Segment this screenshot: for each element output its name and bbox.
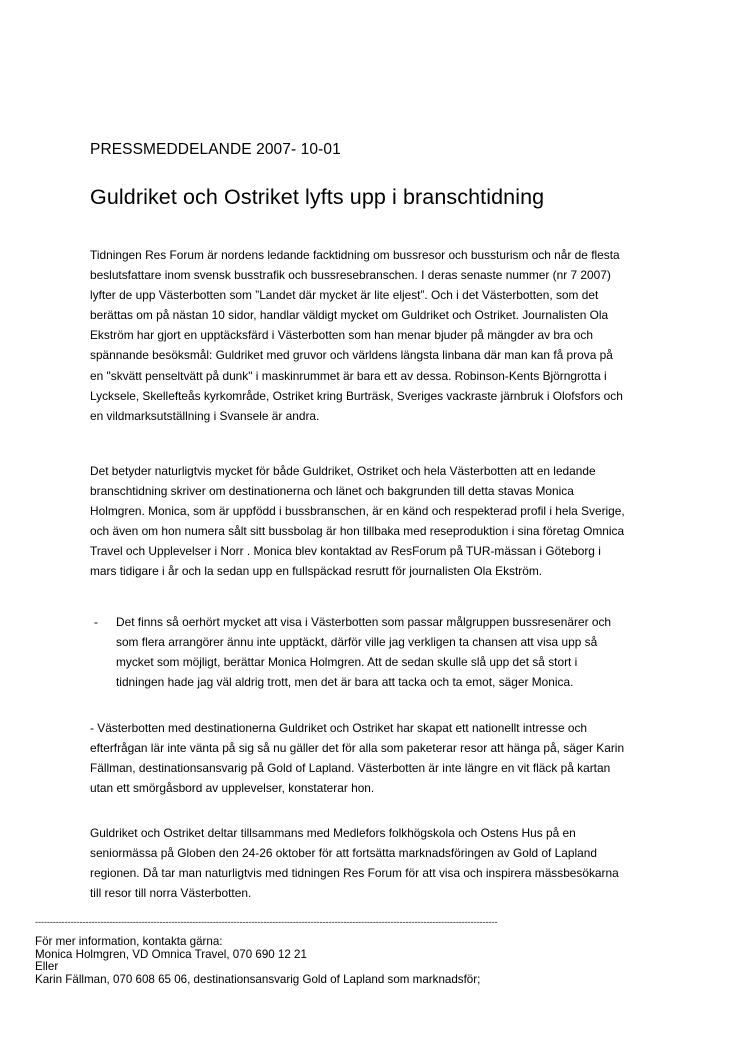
paragraph-line: lyfter de upp Västerbotten som ”Landet där mycket är lite eljest”. Och i det Västerbotten, som det bbox=[90, 288, 599, 303]
quote-dash: - bbox=[94, 615, 98, 629]
paragraph-quote-karin bbox=[90, 718, 624, 798]
paragraph-line: Lycksele, Skellefteås kyrkområde, Ostriket kring Burträsk, Sveriges vackraste järnbruk i Olofsfors och bbox=[90, 388, 623, 403]
paragraph-closing bbox=[90, 823, 619, 903]
paragraph-line: - Västerbotten med destinationerna Guldriket och Ostriket har skapat ett nationellt intresse och bbox=[90, 721, 588, 735]
paragraph-line: utan ett smörgåsbord av upplevelser, konstaterar hon. bbox=[90, 781, 375, 796]
paragraph-line: spännande besöksmål: Guldriket med gruvor och världens längsta linbana där man kan få prova på bbox=[90, 348, 613, 363]
paragraph-quote bbox=[116, 612, 650, 692]
paragraph-intro bbox=[90, 245, 623, 426]
paragraph-line: branschtidning skriver om destinationerna och länet och bakgrunden till detta stavas Monica bbox=[90, 484, 574, 499]
paragraph-line: mycket som möjligt, berättar Monica Holmgren. Att de sedan skulle slå upp det så stort i bbox=[116, 655, 578, 670]
paragraph-line: regionen. Då tar man naturligtvis med tidningen Res Forum för att visa och inspirera mässbesökarna bbox=[90, 866, 619, 881]
paragraph-line: en vildmarksutställning i Svansele är andra. bbox=[90, 408, 320, 423]
paragraph-line: till resor till norra Västerbotten. bbox=[90, 886, 252, 901]
contact-info bbox=[35, 936, 480, 986]
headline: Guldriket och Ostriket lyfts upp i branschtidning bbox=[90, 185, 545, 209]
paragraph-line: Travel och Upplevelser i Norr . Monica blev kontaktad av ResForum på TUR-mässan i Göteborg i bbox=[90, 544, 601, 559]
paragraph-line: Det betyder naturligtvis mycket för både Guldriket, Ostriket och hela Västerbotten att en ledande bbox=[90, 464, 596, 478]
paragraph-line: Holmgren. Monica, som är uppfödd i bussbranschen, är en känd och respekterad profil i hela Sverige, bbox=[90, 504, 625, 519]
paragraph-line: seniormässa på Globen den 24-26 oktober för att fortsätta marknadsföringen av Gold of Lapland bbox=[90, 846, 597, 861]
paragraph-line: mars tidigare i år och la sedan upp en fullspäckad resrutt för journalisten Ola Ekström. bbox=[90, 564, 543, 579]
paragraph-line: berättas om på nästan 10 sidor, handlar väldigt mycket om Guldriket och Ostriket. Journalisten Ola bbox=[90, 308, 609, 323]
dashed-separator: ------------------------------------------------------------------------------------------------------------------------------------------------------------ bbox=[35, 917, 498, 928]
contact-line: Monica Holmgren, VD Omnica Travel, 070 690 12 21 bbox=[35, 947, 307, 961]
paragraph-line: Det finns så oerhört mycket att visa i Västerbotten som passar målgruppen bussresenärer och bbox=[116, 615, 612, 629]
paragraph-line: och även om hon numera sålt sitt bussbolag är hon tillbaka med reseproduktion i sina företag Omnica bbox=[90, 524, 625, 539]
contact-line: Karin Fällman, 070 608 65 06, destinationsansvarig Gold of Lapland som marknadsför; bbox=[35, 972, 481, 986]
paragraph-background bbox=[90, 461, 625, 582]
paragraph-line: som flera arrangörer ännu inte upptäckt, därför ville jag verkligen ta chansen att visa upp så bbox=[116, 635, 598, 650]
paragraph-line: Ekström har gjort en upptäcksfärd i Västerbotten som han menar bjuder på mängder av bra och bbox=[90, 328, 593, 343]
paragraph-line: Tidningen Res Forum är nordens ledande facktidning om bussresor och bussturism och når de flesta bbox=[90, 248, 620, 262]
paragraph-line: tidningen hade jag väl aldrig trott, men det är bara att tacka och ta emot, säger Monica. bbox=[116, 675, 574, 690]
contact-line: För mer information, kontakta gärna: bbox=[35, 935, 223, 948]
contact-line: Eller bbox=[35, 960, 59, 974]
paragraph-line: Guldriket och Ostriket deltar tillsammans med Medlefors folkhögskola och Ostens Hus på en bbox=[90, 826, 576, 840]
paragraph-line: efterfrågan lär inte vänta på sig så nu gäller det för alla som paketerar resor att hänga på, säger Karin bbox=[90, 741, 625, 756]
press-release-label: PRESSMEDDELANDE 2007- 10-01 bbox=[90, 141, 341, 158]
paragraph-line: beslutsfattare inom svensk busstrafik och bussresebranschen. I deras senaste nummer (nr 7 2007) bbox=[90, 268, 611, 283]
quote-block bbox=[90, 612, 650, 692]
paragraph-line: en "skvätt penseltvätt på dunk" i maskinrummet är bara ett av dessa. Robinson-Kents Björngrotta i bbox=[90, 368, 607, 383]
paragraph-line: Fällman, destinationsansvarig på Gold of Lapland. Västerbotten är inte längre en vit fläck på kartan bbox=[90, 761, 611, 776]
